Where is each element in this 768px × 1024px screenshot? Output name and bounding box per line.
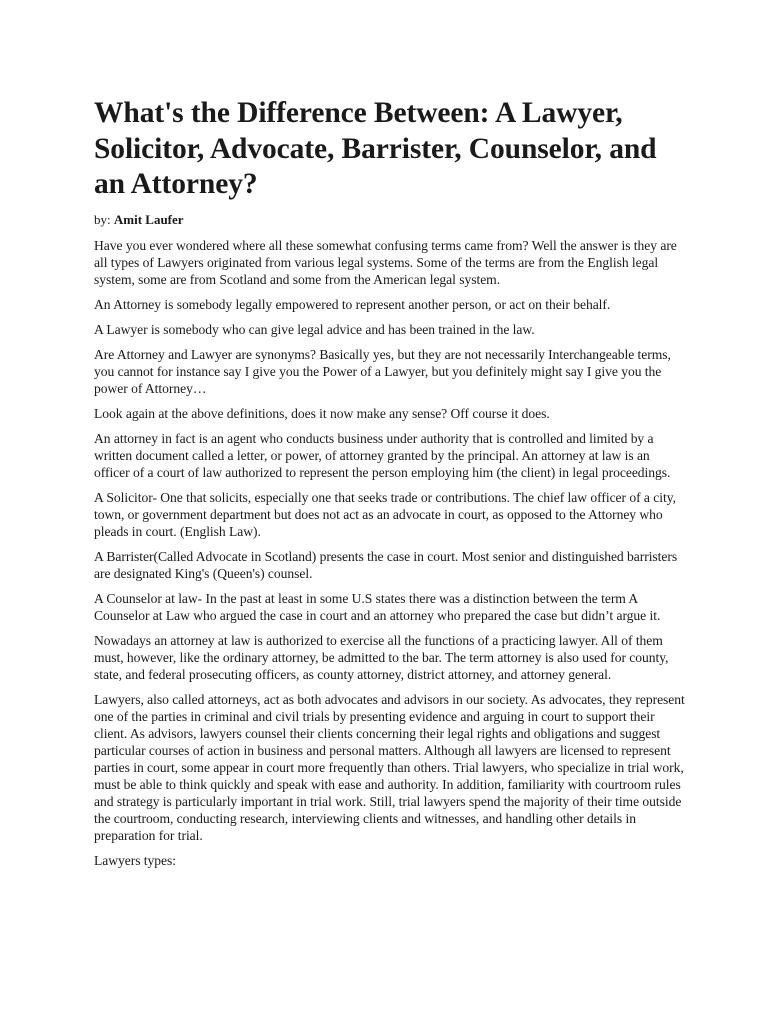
paragraph-synonyms: Are Attorney and Lawyer are synonyms? Basically yes, but they are not necessarily Interchangeable terms, you cannot for instance say I give you the Power of a Lawyer, but you definitely might say I give you the power of Attorney… [94,346,671,396]
author-name: Amit Laufer [113,211,184,227]
paragraph-counselor: A Counselor at law- In the past at least in some U.S states there was a distinction between the term A Counselor at Law who argued the case in court and an attorney who prepared the case but didn’t argue it. [94,590,661,623]
paragraph-nowadays: Nowadays an attorney at law is authorized to exercise all the functions of a practicing lawyer. All of them must, however, like the ordinary attorney, be admitted to the bar. The term attorney is also used for county, state, and federal prosecuting officers, as county attorney, district attorney, and attorney general. [94,632,669,682]
paragraph-barrister: A Barrister(Called Advocate in Scotland) presents the case in court. Most senior and distinguished barristers are designated King's (Queen's) counsel. [94,548,678,581]
paragraph-intro: Have you ever wondered where all these somewhat confusing terms came from? Well the answer is they are all types of Lawyers originated from various legal systems. Some of the terms are from the English legal system, some are from Scotland and some from the American legal system. [94,237,677,287]
paragraph-look-again: Look again at the above definitions, does it now make any sense? Off course it does. [94,405,550,421]
document-page [94,96,688,877]
paragraph-attorney-definition: An Attorney is somebody legally empowered to represent another person, or act on their behalf. [94,296,611,312]
byline [94,211,688,228]
paragraph-lawyers-types: Lawyers types: [94,852,176,868]
paragraph-solicitor: A Solicitor- One that solicits, especially one that seeks trade or contributions. The chief law officer of a city, town, or government department but does not act as an advocate in court, as opposed to the Attorney who pleads in court. (English Law). [94,489,676,539]
document-title: What's the Difference Between: A Lawyer, Solicitor, Advocate, Barrister, Counselor, and an Attorney? [94,97,657,200]
byline-prefix: by: [94,211,111,227]
paragraph-attorney-in-fact: An attorney in fact is an agent who conducts business under authority that is controlled and limited by a written document called a letter, or power, of attorney granted by the principal. An attorney at law is an officer of a court of law authorized to represent the person employing him (the client) in legal proceedings. [94,430,671,480]
paragraph-lawyer-definition: A Lawyer is somebody who can give legal advice and has been trained in the law. [94,321,535,337]
paragraph-lawyers-role: Lawyers, also called attorneys, act as both advocates and advisors in our society. As advocates, they represent one of the parties in criminal and civil trials by presenting evidence and arguing in court to support their client. As advisors, lawyers counsel their clients concerning their legal rights and obligations and suggest particular courses of action in business and personal matters. Although all lawyers are licensed to represent parties in court, some appear in court more frequently than others. Trial lawyers, who specialize in trial work, must be able to think quickly and speak with ease and authority. In addition, familiarity with courtroom rules and strategy is particularly important in trial work. Still, trial lawyers spend the majority of their time outside the courtroom, conducting research, interviewing clients and witnesses, and handling other details in preparation for trial. [94,691,685,843]
